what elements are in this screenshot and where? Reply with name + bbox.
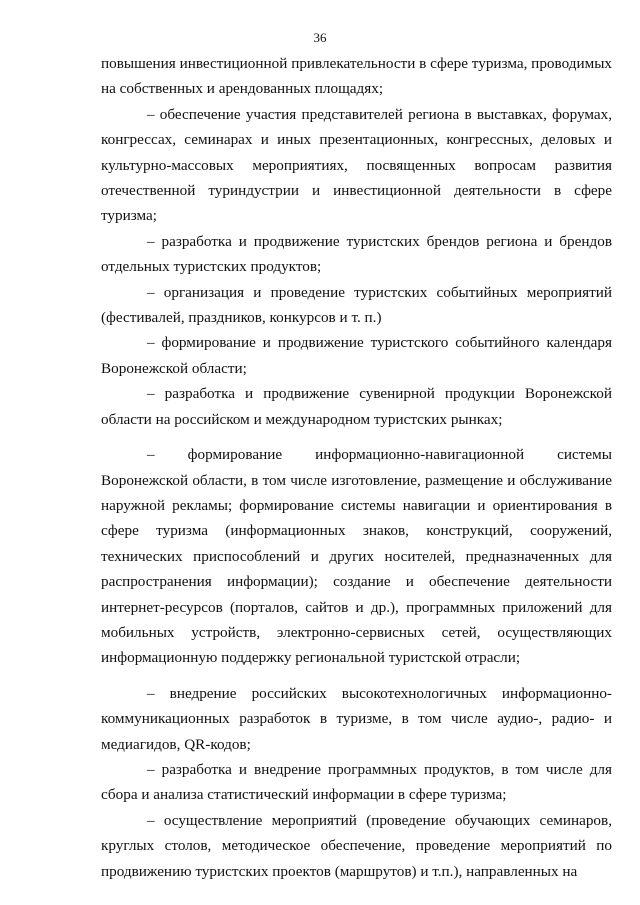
document-body [101, 51, 612, 884]
paragraph: – организация и проведение туристских событийных мероприятий (фестивалей, праздников, конкурсов и т. п.) [101, 283, 612, 327]
paragraph: – осуществление мероприятий (проведение обучающих семинаров, круглых столов, методическое обеспечение, проведение мероприятий по продвижению туристских проектов (маршрутов) и т.п.), направленных на [101, 811, 612, 880]
paragraph: – формирование и продвижение туристского событийного календаря Воронежской области; [101, 334, 612, 377]
paragraph: – формирование информационно-навигационной системы Воронежской области, в том числе изготовление, размещение и обслуживание наружной рекламы; формирование системы навигации и ориентирования в сфере туризма (информационных знаков, конструкций, сооружений, технических приспособлений и других носителей, предназначенных для распространения информации); создание и обеспечение деятельности интернет-ресурсов (порталов, сайтов и др.), программных приложений для мобильных устройств, электронно-сервисных сетей, осуществляющих информационную поддержку региональной туристской отрасли; [101, 446, 612, 667]
paragraph: – разработка и внедрение программных продуктов, в том числе для сбора и анализа статистический информации в сфере туризма; [101, 760, 612, 804]
paragraph: – обеспечение участия представителей региона в выставках, форумах, конгрессах, семинарах и иных презентационных, конгрессных, деловых и культурно-массовых мероприятиях, посвященных вопросам развития отечественной туриндустрии и инвестиционной деятельности в сфере туризма; [101, 105, 612, 225]
paragraph: – разработка и продвижение туристских брендов региона и брендов отдельных туристских продуктов; [101, 232, 612, 276]
paragraph: – внедрение российских высокотехнологичных информационно-коммуникационных разработок в туризме, в том числе аудио-, радио- и медиагидов, QR-кодов; [101, 684, 612, 753]
page-number: 36 [313, 30, 327, 45]
paragraph: повышения инвестиционной привлекательности в сфере туризма, проводимых на собственных и арендованных площадях; [101, 55, 612, 98]
paragraph: – разработка и продвижение сувенирной продукции Воронежской области на российском и международном туристских рынках; [101, 385, 612, 428]
